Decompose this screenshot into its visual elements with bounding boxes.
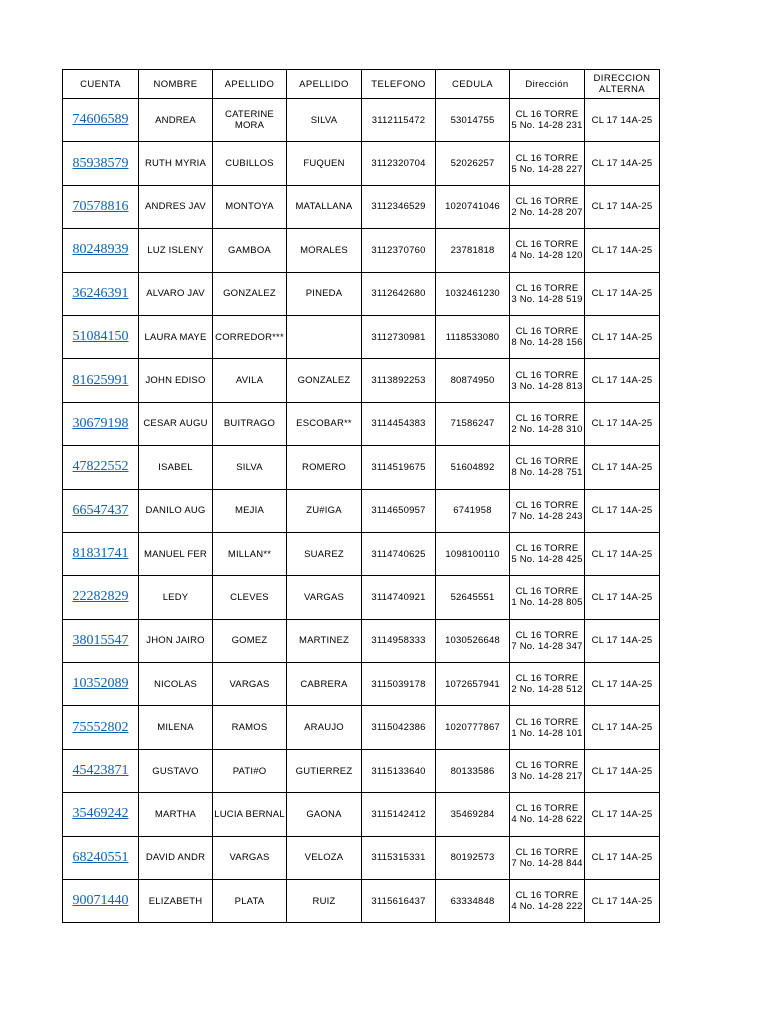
cell-direccion-alterna: CL 17 14A-25: [585, 880, 660, 923]
cell-apellido-2: [287, 315, 362, 358]
header-cedula: CEDULA: [436, 70, 510, 99]
cell-direccion: [510, 576, 585, 619]
cell-direccion: [510, 185, 585, 228]
cell-nombre: DAVID ANDR: [139, 836, 213, 879]
account-link[interactable]: 51084150: [72, 329, 129, 345]
cell-direccion-alterna: CL 17 14A-25: [585, 663, 660, 706]
cell-cedula: 6741958: [436, 489, 510, 532]
cell-direccion: [510, 706, 585, 749]
cell-cedula: 1032461230: [436, 272, 510, 315]
table-row: [63, 272, 660, 315]
cell-cedula: 1020741046: [436, 185, 510, 228]
cell-cedula: 52026257: [436, 142, 510, 185]
direccion-line-2: 7 No. 14-28 243: [511, 510, 583, 522]
cell-cuenta: [63, 663, 139, 706]
cell-nombre: ELIZABETH: [139, 880, 213, 923]
cell-apellido-2: MARTINEZ: [287, 619, 362, 662]
account-link[interactable]: 30679198: [72, 415, 129, 431]
cell-cuenta: [63, 272, 139, 315]
cell-direccion: [510, 489, 585, 532]
table-row: [63, 880, 660, 923]
cell-direccion-alterna: CL 17 14A-25: [585, 229, 660, 272]
cell-nombre: LAURA MAYE: [139, 315, 213, 358]
direccion-line-2: 7 No. 14-28 347: [511, 640, 583, 652]
table-row: [63, 532, 660, 575]
cell-telefono: 3114958333: [362, 619, 436, 662]
cell-apellido-1: GOMEZ: [213, 619, 287, 662]
table-row: [63, 619, 660, 662]
account-link[interactable]: 74606589: [72, 112, 129, 128]
cell-direccion: [510, 749, 585, 792]
cell-cedula: 23781818: [436, 229, 510, 272]
cell-nombre: ISABEL: [139, 446, 213, 489]
table-row: [63, 576, 660, 619]
cell-cuenta: [63, 402, 139, 445]
cell-direccion: [510, 532, 585, 575]
account-link[interactable]: 47822552: [72, 459, 129, 475]
cell-apellido-1: RAMOS: [213, 706, 287, 749]
direccion-line-1: CL 16 TORRE: [515, 803, 579, 815]
cell-nombre: MARTHA: [139, 793, 213, 836]
cell-cedula: 63334848: [436, 880, 510, 923]
direccion-line-1: CL 16 TORRE: [515, 586, 579, 598]
cell-cuenta: [63, 880, 139, 923]
cell-direccion-alterna: CL 17 14A-25: [585, 489, 660, 532]
cell-direccion-alterna: CL 17 14A-25: [585, 619, 660, 662]
header-direccion: Dirección: [510, 70, 585, 99]
cell-direccion: [510, 272, 585, 315]
cell-telefono: 3115142412: [362, 793, 436, 836]
cell-apellido-1: LUCIA BERNAL: [213, 793, 287, 836]
cell-cuenta: [63, 793, 139, 836]
cell-apellido-2: VARGAS: [287, 576, 362, 619]
cell-apellido-2: GONZALEZ: [287, 359, 362, 402]
cell-direccion: [510, 142, 585, 185]
cell-nombre: RUTH MYRIA: [139, 142, 213, 185]
direccion-line-1: CL 16 TORRE: [515, 846, 579, 858]
cell-nombre: MILENA: [139, 706, 213, 749]
direccion-line-2: 5 No. 14-28 425: [511, 554, 583, 566]
cell-cuenta: [63, 576, 139, 619]
table-row: [63, 402, 660, 445]
cell-telefono: 3114454383: [362, 402, 436, 445]
direccion-line-1: CL 16 TORRE: [515, 673, 579, 685]
account-link[interactable]: 81625991: [72, 372, 129, 388]
cell-direccion-alterna: CL 17 14A-25: [585, 446, 660, 489]
cell-telefono: 3115042386: [362, 706, 436, 749]
cell-direccion: [510, 619, 585, 662]
cell-cedula: 80192573: [436, 836, 510, 879]
direccion-line-1: CL 16 TORRE: [515, 239, 579, 251]
cell-cuenta: [63, 229, 139, 272]
cell-cuenta: [63, 359, 139, 402]
cell-direccion-alterna: CL 17 14A-25: [585, 142, 660, 185]
direccion-line-2: 5 No. 14-28 227: [511, 163, 583, 175]
cell-telefono: 3112730981: [362, 315, 436, 358]
account-link[interactable]: 81831741: [72, 546, 129, 562]
header-apellido-1: APELLIDO: [213, 70, 287, 99]
cell-apellido-1: CUBILLOS: [213, 142, 287, 185]
account-link[interactable]: 38015547: [72, 632, 129, 648]
direccion-line-1: CL 16 TORRE: [515, 760, 579, 772]
table-row: [63, 446, 660, 489]
cell-cuenta: [63, 142, 139, 185]
direccion-line-2: 8 No. 14-28 751: [511, 467, 583, 479]
cell-telefono: 3112346529: [362, 185, 436, 228]
table-row: [63, 229, 660, 272]
cell-cedula: 80133586: [436, 749, 510, 792]
cell-direccion: [510, 793, 585, 836]
cell-apellido-1: VARGAS: [213, 663, 287, 706]
cell-telefono: 3115315331: [362, 836, 436, 879]
direccion-line-2: 4 No. 14-28 222: [511, 901, 583, 913]
direccion-line-2: 5 No. 14-28 231: [511, 120, 583, 132]
account-link[interactable]: 10352089: [72, 676, 129, 692]
account-link[interactable]: 45423871: [72, 763, 129, 779]
cell-direccion: [510, 402, 585, 445]
account-link[interactable]: 90071440: [72, 893, 129, 909]
cell-nombre: MANUEL FER: [139, 532, 213, 575]
cell-apellido-1: VARGAS: [213, 836, 287, 879]
cell-direccion: [510, 880, 585, 923]
cell-telefono: 3112370760: [362, 229, 436, 272]
cell-apellido-2: MATALLANA: [287, 185, 362, 228]
cell-telefono: 3114740921: [362, 576, 436, 619]
direccion-line-1: CL 16 TORRE: [515, 716, 579, 728]
cell-apellido-1: CORREDOR***: [213, 315, 287, 358]
cell-direccion: [510, 229, 585, 272]
table-row: [63, 749, 660, 792]
direccion-line-1: CL 16 TORRE: [515, 543, 579, 555]
cell-telefono: 3115616437: [362, 880, 436, 923]
cell-cedula: 71586247: [436, 402, 510, 445]
table-row: [63, 185, 660, 228]
account-link[interactable]: 80248939: [72, 242, 129, 258]
account-link[interactable]: 35469242: [72, 806, 129, 822]
cell-apellido-2: PINEDA: [287, 272, 362, 315]
cell-nombre: NICOLAS: [139, 663, 213, 706]
cell-nombre: ANDREA: [139, 99, 213, 142]
account-link[interactable]: 70578816: [72, 198, 129, 214]
cell-apellido-2: ROMERO: [287, 446, 362, 489]
cell-apellido-1: GONZALEZ: [213, 272, 287, 315]
header-direccion-alterna-line-2: ALTERNA: [599, 84, 645, 95]
cell-direccion: [510, 359, 585, 402]
cell-apellido-2: RUIZ: [287, 880, 362, 923]
direccion-line-2: 8 No. 14-28 156: [511, 337, 583, 349]
cell-cuenta: [63, 706, 139, 749]
cell-direccion-alterna: CL 17 14A-25: [585, 359, 660, 402]
cell-apellido-2: GUTIERREZ: [287, 749, 362, 792]
direccion-line-1: CL 16 TORRE: [515, 369, 579, 381]
direccion-line-1: CL 16 TORRE: [515, 890, 579, 902]
header-direccion-alterna-line-1: DIRECCION: [593, 73, 651, 84]
header-row: [63, 70, 660, 99]
table-row: [63, 315, 660, 358]
header-direccion-alterna: [585, 70, 660, 99]
cell-apellido-1: MEJIA: [213, 489, 287, 532]
cell-nombre: ANDRES JAV: [139, 185, 213, 228]
cell-cuenta: [63, 315, 139, 358]
cell-cedula: 1030526648: [436, 619, 510, 662]
cell-direccion-alterna: CL 17 14A-25: [585, 836, 660, 879]
cell-telefono: 3115133640: [362, 749, 436, 792]
account-link[interactable]: 68240551: [72, 849, 129, 865]
direccion-line-2: 7 No. 14-28 844: [511, 857, 583, 869]
cell-cedula: 1098100110: [436, 532, 510, 575]
cell-apellido-2: ZU#IGA: [287, 489, 362, 532]
accounts-table: [62, 69, 660, 923]
cell-telefono: 3114519675: [362, 446, 436, 489]
table-body: [63, 99, 660, 923]
cell-telefono: 3112320704: [362, 142, 436, 185]
table-row: [63, 99, 660, 142]
table-row: [63, 359, 660, 402]
direccion-line-2: 2 No. 14-28 310: [511, 423, 583, 435]
cell-apellido-1: CLEVES: [213, 576, 287, 619]
cell-direccion-alterna: CL 17 14A-25: [585, 402, 660, 445]
cell-nombre: LUZ ISLENY: [139, 229, 213, 272]
cell-direccion-alterna: CL 17 14A-25: [585, 749, 660, 792]
table-row: [63, 663, 660, 706]
cell-apellido-1: BUITRAGO: [213, 402, 287, 445]
direccion-line-1: CL 16 TORRE: [515, 629, 579, 641]
cell-telefono: 3114740625: [362, 532, 436, 575]
cell-apellido-1: PATI#O: [213, 749, 287, 792]
header-cuenta: CUENTA: [63, 70, 139, 99]
cell-cedula: 53014755: [436, 99, 510, 142]
cell-nombre: JOHN EDISO: [139, 359, 213, 402]
cell-direccion-alterna: CL 17 14A-25: [585, 315, 660, 358]
cell-nombre: LEDY: [139, 576, 213, 619]
cell-cedula: 1072657941: [436, 663, 510, 706]
direccion-line-1: CL 16 TORRE: [515, 282, 579, 294]
account-link[interactable]: 75552802: [72, 719, 129, 735]
direccion-line-2: 2 No. 14-28 207: [511, 206, 583, 218]
cell-telefono: 3112115472: [362, 99, 436, 142]
cell-cuenta: [63, 749, 139, 792]
cell-nombre: DANILO AUG: [139, 489, 213, 532]
account-link[interactable]: 36246391: [72, 285, 129, 301]
cell-cuenta: [63, 446, 139, 489]
cell-apellido-2: ESCOBAR**: [287, 402, 362, 445]
account-link[interactable]: 22282829: [72, 589, 129, 605]
cell-cuenta: [63, 619, 139, 662]
cell-direccion: [510, 446, 585, 489]
direccion-line-1: CL 16 TORRE: [515, 456, 579, 468]
cell-nombre: CESAR AUGU: [139, 402, 213, 445]
direccion-line-2: 2 No. 14-28 512: [511, 684, 583, 696]
account-link[interactable]: 85938579: [72, 155, 129, 171]
cell-nombre: GUSTAVO: [139, 749, 213, 792]
cell-apellido-1: SILVA: [213, 446, 287, 489]
cell-cuenta: [63, 185, 139, 228]
header-telefono: TELEFONO: [362, 70, 436, 99]
direccion-line-2: 4 No. 14-28 120: [511, 250, 583, 262]
cell-direccion: [510, 315, 585, 358]
table-row: [63, 793, 660, 836]
cell-direccion-alterna: CL 17 14A-25: [585, 99, 660, 142]
cell-apellido-2: SUAREZ: [287, 532, 362, 575]
cell-direccion-alterna: CL 17 14A-25: [585, 793, 660, 836]
cell-apellido-1: MILLAN**: [213, 532, 287, 575]
cell-apellido-2: ARAUJO: [287, 706, 362, 749]
direccion-line-1: CL 16 TORRE: [515, 195, 579, 207]
cell-apellido-2: FUQUEN: [287, 142, 362, 185]
cell-direccion: [510, 836, 585, 879]
cell-nombre: JHON JAIRO: [139, 619, 213, 662]
cell-direccion-alterna: CL 17 14A-25: [585, 272, 660, 315]
cell-apellido-2: CABRERA: [287, 663, 362, 706]
direccion-line-1: CL 16 TORRE: [515, 499, 579, 511]
cell-apellido-2: SILVA: [287, 99, 362, 142]
direccion-line-1: CL 16 TORRE: [515, 412, 579, 424]
cell-direccion: [510, 663, 585, 706]
header-nombre: NOMBRE: [139, 70, 213, 99]
direccion-line-2: 3 No. 14-28 519: [511, 293, 583, 305]
cell-cuenta: [63, 99, 139, 142]
table-row: [63, 142, 660, 185]
account-link[interactable]: 66547437: [72, 502, 129, 518]
cell-apellido-1: MONTOYA: [213, 185, 287, 228]
cell-apellido-2: GAONA: [287, 793, 362, 836]
cell-cuenta: [63, 489, 139, 532]
cell-cuenta: [63, 532, 139, 575]
cell-direccion-alterna: CL 17 14A-25: [585, 576, 660, 619]
direccion-line-2: 1 No. 14-28 805: [511, 597, 583, 609]
cell-telefono: 3113892253: [362, 359, 436, 402]
cell-cedula: 52645551: [436, 576, 510, 619]
cell-direccion-alterna: CL 17 14A-25: [585, 185, 660, 228]
direccion-line-1: CL 16 TORRE: [515, 152, 579, 164]
table-row: [63, 706, 660, 749]
cell-direccion: [510, 99, 585, 142]
cell-cedula: 1020777867: [436, 706, 510, 749]
cell-cedula: 80874950: [436, 359, 510, 402]
cell-cuenta: [63, 836, 139, 879]
cell-apellido-1: CATERINE MORA: [213, 99, 287, 142]
header-apellido-2: APELLIDO: [287, 70, 362, 99]
direccion-line-1: CL 16 TORRE: [515, 326, 579, 338]
cell-direccion-alterna: CL 17 14A-25: [585, 706, 660, 749]
direccion-line-2: 4 No. 14-28 622: [511, 814, 583, 826]
cell-cedula: 35469284: [436, 793, 510, 836]
direccion-line-2: 1 No. 14-28 101: [511, 727, 583, 739]
cell-telefono: 3112642680: [362, 272, 436, 315]
cell-telefono: 3114650957: [362, 489, 436, 532]
direccion-line-1: CL 16 TORRE: [515, 109, 579, 121]
cell-apellido-1: PLATA: [213, 880, 287, 923]
cell-cedula: 51604892: [436, 446, 510, 489]
table-row: [63, 836, 660, 879]
table-row: [63, 489, 660, 532]
cell-nombre: ALVARO JAV: [139, 272, 213, 315]
direccion-line-2: 3 No. 14-28 217: [511, 771, 583, 783]
cell-direccion-alterna: CL 17 14A-25: [585, 532, 660, 575]
cell-apellido-1: GAMBOA: [213, 229, 287, 272]
cell-cedula: 1118533080: [436, 315, 510, 358]
cell-telefono: 3115039178: [362, 663, 436, 706]
direccion-line-2: 3 No. 14-28 813: [511, 380, 583, 392]
cell-apellido-2: VELOZA: [287, 836, 362, 879]
cell-apellido-1: AVILA: [213, 359, 287, 402]
cell-apellido-2: MORALES: [287, 229, 362, 272]
